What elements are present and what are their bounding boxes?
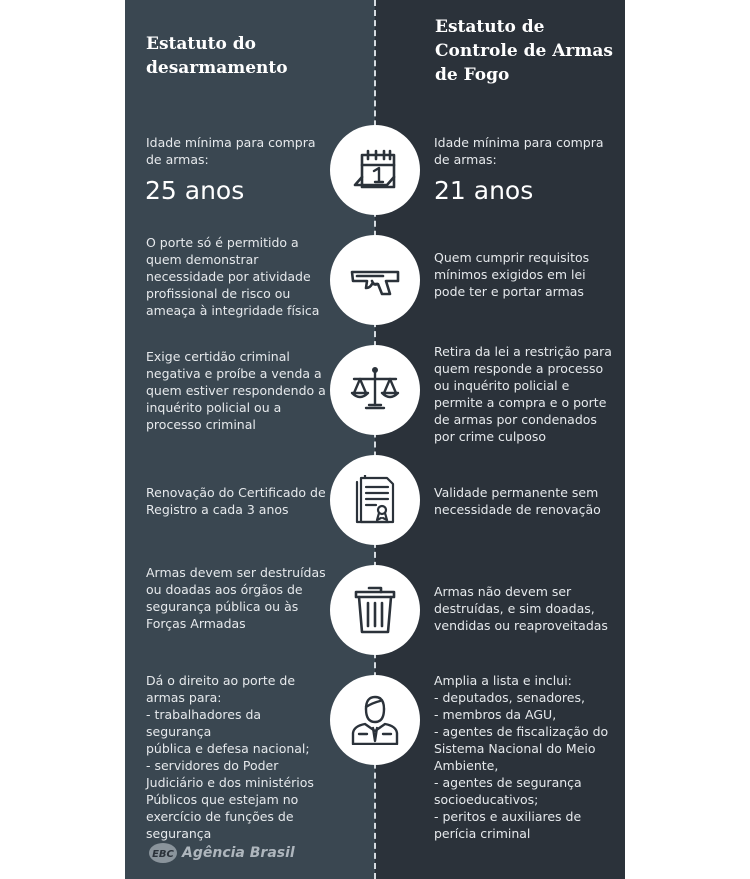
row1-right-value: 21 anos bbox=[434, 176, 534, 205]
row2-right-text: Quem cumprir requisitos mínimos exigidos em lei pode ter e portar armas bbox=[434, 250, 590, 299]
row4-left-text: Renovação do Certificado de Registro a cada 3 anos bbox=[146, 485, 326, 517]
row5-right-text: Armas não devem ser destruídas, e sim doadas, vendidas ou reaproveitadas bbox=[434, 584, 608, 633]
left-header: Estatuto do desarmamento bbox=[146, 34, 288, 78]
row1-left-text: Idade mínima para compra de armas: bbox=[146, 135, 316, 167]
row6-right-text: Amplia a lista e inclui: - deputados, senadores, - membros da AGU, - agentes de fiscalização do Sistema Nacional do Meio Ambiente, - agentes de segurança socioeducativos; - peritos e auxiliares de perícia criminal bbox=[434, 673, 609, 841]
calendar-icon bbox=[330, 125, 420, 215]
row1-left-value: 25 anos bbox=[145, 176, 245, 205]
ebc-badge-text: EBC bbox=[152, 849, 174, 860]
right-header: Estatuto de Controle de Armas de Fogo bbox=[435, 17, 613, 85]
ebc-badge bbox=[148, 841, 178, 865]
officer-icon bbox=[330, 675, 420, 765]
certificate-icon bbox=[330, 455, 420, 545]
scales-icon bbox=[330, 345, 420, 435]
pistol-icon bbox=[330, 235, 420, 325]
row3-left-text: Exige certidão criminal negativa e proíbe a venda a quem estiver respondendo a inquérito policial ou a processo criminal bbox=[146, 349, 326, 432]
trash-icon bbox=[330, 565, 420, 655]
row3-right-text: Retira da lei a restrição para quem responde a processo ou inquérito policial e permite a compra e o porte de armas por condenados por crime culposo bbox=[434, 344, 612, 444]
row6-left-text: Dá o direito ao porte de armas para: - trabalhadores da segurança pública e defesa nacional; - servidores do Poder Judiciário e dos ministérios Públicos que estejam no exercício de funções de segurança bbox=[146, 673, 314, 841]
agencia-brasil-logo bbox=[148, 841, 295, 865]
row5-left-text: Armas devem ser destruídas ou doadas aos órgãos de segurança pública ou às Forças Armadas bbox=[146, 565, 326, 631]
brand-name: Agência Brasil bbox=[182, 845, 295, 861]
row2-left-text: O porte só é permitido a quem demonstrar necessidade por atividade profissional de risco ou ameaça à integridade física bbox=[146, 235, 320, 318]
row4-right-text: Validade permanente sem necessidade de renovação bbox=[434, 485, 601, 517]
row1-right-text: Idade mínima para compra de armas: bbox=[434, 135, 604, 167]
